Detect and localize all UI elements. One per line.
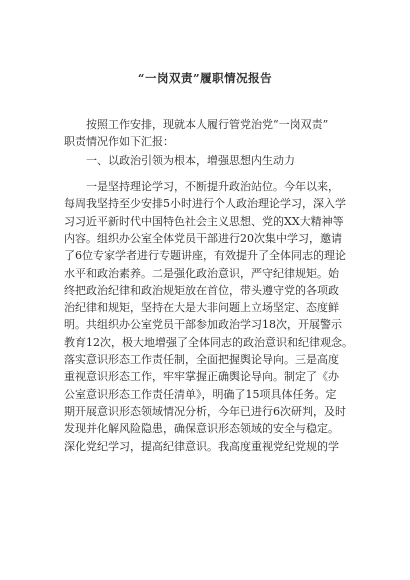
body-line: 内容。组织办公室全体党员干部进行20次集中学习，邀请 <box>64 231 342 245</box>
body-line: 了6位专家学者进行专题讲座，有效提升了全体同志的理论 <box>64 249 346 263</box>
body-line: 水平和政治素养。二是强化政治意识，严守纪律规矩。始 <box>64 266 339 280</box>
body-line: 公室意识形态工作责任清单》，明确了15项具体任务。定 <box>64 387 337 401</box>
body-line: 一是坚持理论学习，不断提升政治站位。今年以来， <box>86 180 339 193</box>
body-line: 每周我坚持至少安排5小时进行个人政治理论学习，深入学 <box>64 197 346 211</box>
body-line: 治纪律和规矩，坚持在大是大非问题上立场坚定、态度鲜 <box>64 301 339 315</box>
body-line: 深化党纪学习，提高纪律意识。我高度重视党纪党规的学 <box>64 439 339 453</box>
body-line: 明。共组织办公室党员干部参加政治学习18次，开展警示 <box>64 318 342 332</box>
body-line: 发现并化解风险隐患，确保意识形态领域的安全与稳定。 <box>64 422 339 436</box>
document-title: “一岗双责”履职情况报告 <box>137 71 273 85</box>
section-1-heading: 一、以政治引领为根本，增强思想内生动力 <box>86 154 295 167</box>
body-line: 教育12次，极大地增强了全体同志的政治意识和纪律观念。 <box>64 335 353 349</box>
body-line: 期开展意识形态领域情况分析，今年已进行6次研判，及时 <box>64 404 346 418</box>
body-line: 习习近平新时代中国特色社会主义思想、党的XX大精神等 <box>64 214 344 228</box>
intro-line-2: 职责情况作如下汇报： <box>64 135 174 148</box>
body-line: 重视意识形态工作，牢牢掌握正确舆论导向。制定了《办 <box>64 370 339 384</box>
intro-line-1: 按照工作安排，现就本人履行管党治党“一岗双责” <box>86 118 329 131</box>
body-line: 终把政治纪律和政治规矩放在首位，带头遵守党的各项政 <box>64 283 339 297</box>
body-line: 落实意识形态工作责任制，全面把握舆论导向。三是高度 <box>64 353 339 366</box>
